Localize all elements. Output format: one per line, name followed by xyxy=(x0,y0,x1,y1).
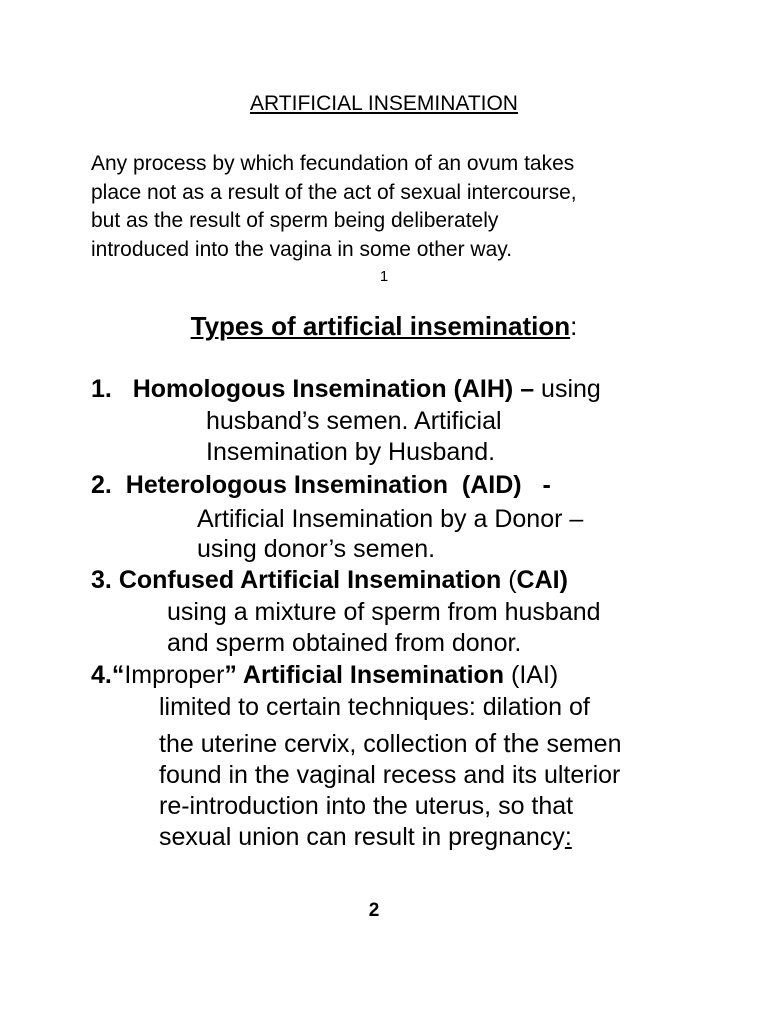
line-part-colon: : xyxy=(564,823,572,851)
item-term: ” Artificial Insemination xyxy=(224,661,505,689)
list-item-line: Insemination by Husband. xyxy=(206,438,496,466)
types-heading-colon: : xyxy=(570,311,578,341)
page-number: 2 xyxy=(368,900,380,921)
item-term: Confused Artificial Insemination xyxy=(118,566,502,594)
item-term: Homologous Insemination (AIH) – xyxy=(132,375,535,403)
list-item-line: limited to certain techniques: dilation of xyxy=(159,693,590,721)
list-item-1-header xyxy=(91,375,601,404)
list-item-2-header xyxy=(91,471,551,500)
list-item-line-final xyxy=(159,823,572,852)
list-item-line: re-introduction into the uterus, so that xyxy=(159,792,574,820)
definition-line: but as the result of sperm being deliberately xyxy=(91,209,499,232)
item-rest: using xyxy=(534,375,601,403)
list-item-line: and sperm obtained from donor. xyxy=(167,629,522,657)
item-number: 3. xyxy=(91,566,112,594)
definition-line: introduced into the vagina in some other way. xyxy=(91,237,513,261)
types-heading-text: Types of artificial insemination xyxy=(190,311,571,341)
list-item-3-header xyxy=(91,566,568,595)
line-part-large: of the xyxy=(474,728,540,758)
item-number: 2. xyxy=(91,471,112,499)
item-number: 4.“ xyxy=(91,661,125,689)
definition-line: Any process by which fecundation of an ovum takes xyxy=(91,152,575,175)
line-part: semen xyxy=(539,730,622,758)
list-item-4-header xyxy=(91,661,558,690)
definition-line: place not as a result of the act of sexual intercourse, xyxy=(91,180,577,204)
page-title: ARTIFICIAL INSEMINATION xyxy=(250,92,518,115)
list-item-line: Artificial Insemination by a Donor – xyxy=(197,505,584,533)
list-item-line: using a mixture of sperm from husband xyxy=(167,598,601,626)
item-plain: Improper xyxy=(124,661,225,689)
item-rest: ( xyxy=(501,566,517,594)
item-term: Heterologous Insemination (AID) - xyxy=(125,471,551,499)
list-item-line: husband’s semen. Artificial xyxy=(206,407,502,435)
types-heading xyxy=(0,311,768,342)
line-part: sexual union can result in pregnancy xyxy=(159,823,565,851)
list-item-line-mixed xyxy=(159,728,621,759)
list-item-line: using donor’s semen. xyxy=(197,535,436,563)
line-part: the uterine cervix, collection xyxy=(159,730,475,758)
item-rest: (IAI) xyxy=(504,661,559,689)
item-number: 1. xyxy=(91,375,112,403)
item-abbrev: CAI) xyxy=(516,566,568,594)
page-number: 1 xyxy=(379,268,389,285)
list-item-line: found in the vaginal recess and its ulterior xyxy=(159,761,621,789)
definition-paragraph xyxy=(91,150,577,264)
